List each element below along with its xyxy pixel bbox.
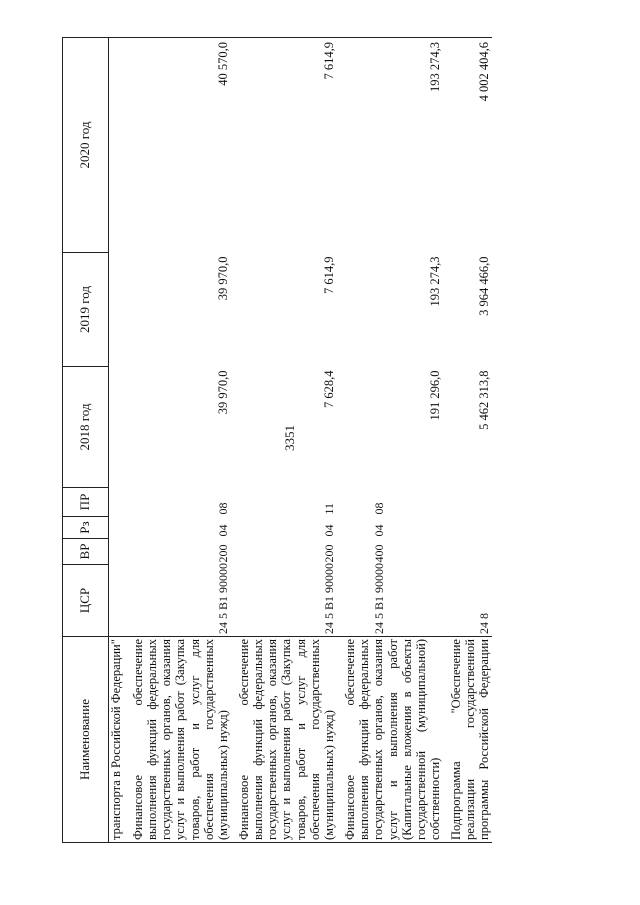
row-name: [131, 637, 237, 843]
row-name-line: (муниципальных) нужд): [216, 710, 231, 840]
row-name-line: государственных органов, оказания: [159, 639, 174, 840]
row-name-line: собственности): [428, 757, 443, 840]
row-name-line: программы Российской Федерации: [477, 639, 492, 840]
row-csr: 24 5 В1 90000: [371, 562, 386, 634]
col-header-2018: 2018 год: [63, 367, 109, 488]
row-name-line: услуг и выполнения работ: [385, 639, 400, 840]
row-name-line: реализации государственной: [463, 639, 478, 840]
col-header-csr: ЦСР: [63, 565, 109, 637]
row-2019: 7 614,9: [322, 256, 337, 294]
row-name-line: Финансовое обеспечение: [130, 639, 145, 840]
row-name-line: выполнения функций федеральных: [250, 639, 265, 840]
table-row: [237, 38, 343, 843]
row-name-line: обеспечения государственных: [308, 639, 323, 840]
row-name-line: услуг и выполнения работ (Закупка: [173, 639, 188, 840]
row-name-line: транспорта в Российской Федерации": [109, 639, 123, 840]
row-name-line: услуг и выполнения работ (Закупка: [279, 639, 294, 840]
row-name-line: Финансовое обеспечение: [236, 639, 251, 840]
row-pr: 08: [371, 502, 386, 515]
row-name-line: государственной (муниципальной): [414, 639, 429, 840]
row-2018: 39 970,0: [216, 370, 231, 415]
row-name-line: выполнения функций федеральных: [356, 639, 371, 840]
col-header-name: Наименование: [63, 637, 109, 843]
row-name-line: государственных органов, оказания: [371, 639, 386, 840]
row-name: [343, 637, 449, 843]
row-name: [109, 637, 131, 843]
row-2018: 7 628,4: [322, 370, 337, 408]
table-row: [109, 38, 131, 843]
row-name: [237, 637, 343, 843]
row-pr: 11: [322, 502, 337, 515]
row-name-line: выполнения функций федеральных: [144, 639, 159, 840]
col-header-2019: 2019 год: [63, 253, 109, 367]
row-csr: 24 5 В1 90000: [216, 562, 231, 634]
row-csr: 24 8: [477, 613, 492, 634]
row-rz: 04: [371, 524, 386, 537]
row-name-line: Подпрограмма "Обеспечение: [448, 639, 463, 840]
table-row: [131, 38, 237, 843]
row-2019: 193 274,3: [428, 256, 443, 307]
row-name-line: товаров, работ и услуг для: [293, 639, 308, 840]
row-2018: 5 462 313,8: [477, 370, 492, 430]
row-name-line: (муниципальных) нужд): [322, 710, 337, 840]
col-header-2020: 2020 год: [63, 38, 109, 253]
row-name: [449, 637, 492, 843]
row-2020: 40 570,0: [131, 38, 237, 253]
row-vr: 200: [322, 544, 337, 563]
table-row: [449, 38, 492, 843]
row-csr: 24 5 В1 90000: [322, 562, 337, 634]
row-name-line: государственных органов, оказания: [265, 639, 280, 840]
row-rz: 04: [322, 524, 337, 537]
col-header-pr: ПР: [63, 488, 109, 517]
row-2020: 7 614,9: [237, 38, 343, 253]
table-row: [343, 38, 449, 843]
row-vr: 400: [371, 544, 386, 563]
page-number: 3351: [282, 425, 297, 451]
row-2020: 193 274,3: [343, 38, 449, 253]
row-name-line: (Капитальные вложения в объекты: [399, 639, 414, 840]
col-header-rz: Рз: [63, 517, 109, 539]
table-header-row: [63, 38, 109, 843]
row-name-line: товаров, работ и услуг для: [187, 639, 202, 840]
budget-table: [62, 37, 492, 843]
row-2019: 3 964 466,0: [477, 256, 492, 316]
budget-table-container: [62, 38, 592, 843]
row-2020: 4 002 404,6: [449, 38, 492, 253]
row-2018: 191 296,0: [428, 370, 443, 421]
row-vr: 200: [216, 544, 231, 563]
row-2019: 39 970,0: [216, 256, 231, 301]
col-header-vr: ВР: [63, 539, 109, 565]
row-pr: 08: [216, 502, 231, 515]
row-name-line: Финансовое обеспечение: [342, 639, 357, 840]
row-name-line: обеспечения государственных: [201, 639, 216, 840]
row-rz: 04: [216, 524, 231, 537]
